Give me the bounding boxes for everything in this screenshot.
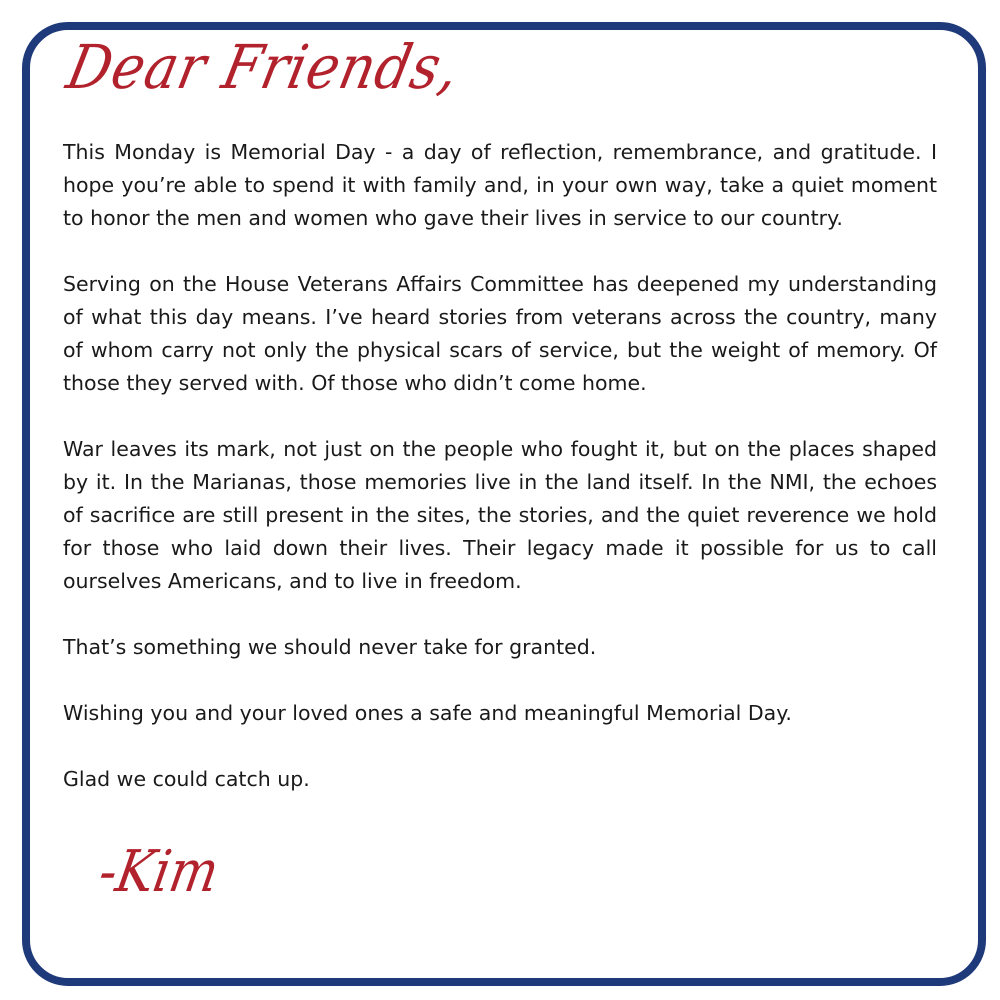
letter-paragraph-4: That’s something we should never take for granted. [63, 635, 597, 659]
letter-paragraph-5: Wishing you and your loved ones a safe and meaningful Memorial Day. [63, 701, 792, 725]
letter-signature: -Kim [94, 838, 224, 905]
letter-paragraph-6: Glad we could catch up. [63, 767, 310, 791]
letter-greeting: Dear Friends, [61, 32, 467, 103]
letter-paragraph-1: This Monday is Memorial Day - a day of reflection, remembrance, and gratitude. I hope you’re able to spend it with family and, in your own way, take a quiet moment to honor the men and women who gave their lives in service to our country. [63, 140, 937, 230]
letter-paragraph-2: Serving on the House Veterans Affairs Committee has deepened my understanding of what this day means. I’ve heard stories from veterans across the country, many of whom carry not only the physical scars of service, but the weight of memory. Of those they served with. Of those who didn’t come home. [63, 272, 937, 395]
letter-paragraph-3: War leaves its mark, not just on the people who fought it, but on the places shaped by it. In the Marianas, those memories live in the land itself. In the NMI, the echoes of sacrifice are still present in the sites, the stories, and the quiet reverence we hold for those who laid down their lives. Their legacy made it possible for us to call ourselves Americans, and to live in freedom. [63, 437, 937, 593]
letter-body [63, 136, 937, 796]
